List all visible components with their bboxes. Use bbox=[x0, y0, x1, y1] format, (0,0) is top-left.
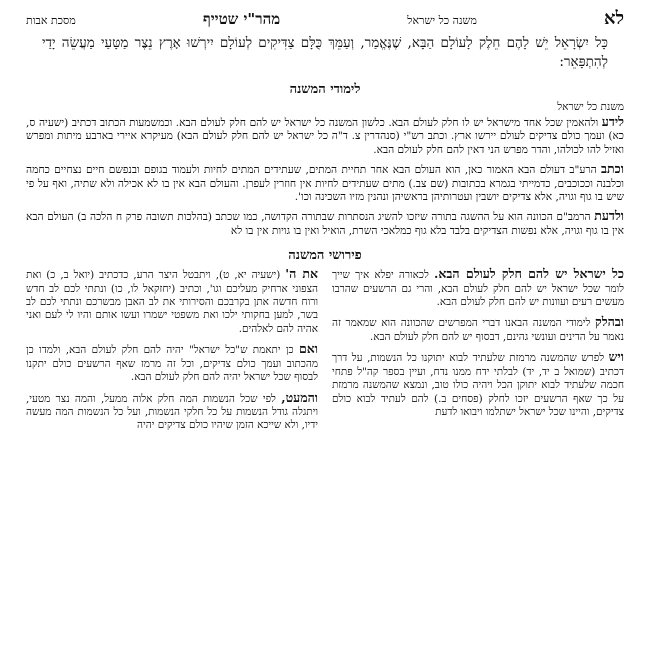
commentary-paragraph bbox=[332, 267, 624, 309]
mishnah-text: כָּל יִשְׂרָאֵל יֵשׁ לָהֶם חֵלֶק לָעוֹלָם הַבָּא, שֶׁנֶּאֱמַר, וְעַמֵּךְ כֻּלָּם צַדִּיקִים לְעוֹלָם יִירְשׁוּ אָרֶץ נֵצֶר מַטָּעַי מַעֲשֵׂה יָדַי לְהִתְפָּאֵר: bbox=[42, 35, 608, 70]
commentary-paragraph bbox=[332, 350, 624, 419]
paragraph-text: לימודי המשנה הבאנו דברי המפרשים שהכוונה הוא שמאמר זה נאמר על הדינים ועונשי גהינם, דבסוף יש להם חלק לעולם הבא. bbox=[332, 317, 624, 343]
lead-word: כל ישראל יש להם חלק לעולם הבא. bbox=[434, 266, 624, 282]
paragraph-text: כן יתאמת ש"כל ישראל" יהיה להם חלק לעולם הבא, ולמדו כן מהכתוב ועמך כולם צדיקים, וכל זה מרמז שאף הרשעים כולם יתקנו לבסוף שכל ישראל יהיה להם חלק לעולם הבא. bbox=[26, 344, 318, 384]
paragraph-text: לפרש שהמשנה מרמזת שלעתיד לבוא יתוקנו כל הנשמות, על דרך דכתיב (שמואל ב יד, יד) לבלתי ידח ממנו נדח, ועיין בספר קה"ל פתחי חכמה שלעתיד לבוא יתוקן הכל ויהיה כולו טוב, ונמצא שהמשנה מרמזת על כך שאף הרשעים יזכו לחלק (פסחים ב.) להם לעתיד לבוא כולם צדיקים, והיינו שכל ישראל ישתלמו ויבואו לדעת bbox=[332, 352, 624, 418]
lead-word: והמעט, bbox=[281, 389, 318, 405]
lead-word: ולדעת bbox=[594, 208, 624, 224]
section-title-perushei: פירושי המשנה bbox=[288, 248, 362, 264]
header-tractate: מסכת אבות bbox=[26, 14, 76, 27]
paragraph-text: הרע"ב דעולם הבא האמור כאן, הוא העולם הבא אחר תחיית המתים, שעתידים המתים לחיות ולעמוד בגופם ובנפשם חיים נצחיים כחמה וכלבנה וככוכבים, כדמייתי בגמרא בכתובות (שם צב.) מתים שעתידים לחיות אין חוזרין לעפרן. והעולם הבא אין בו לא אכילה ולא שתיה, ואף על פי שיש בו גוף וגויה, אלא צדיקים יושבין ועטרותיהן בראשיהן ונהנין מזיו השכינה וכו'. bbox=[26, 164, 624, 204]
header-author: מהר"י שטייף bbox=[202, 10, 281, 28]
folio-number: לא bbox=[604, 8, 624, 29]
paragraph-text: הרמב"ם הכוונה הוא על ההשגה בתורה שיזכו להשיג הנסתרות שבתורה הקדושה, כמו שכתב (בהלכות תשובה פרק ח הלכה ב) העולם הבא אין בו גוף וגויה, אלא נפשות הצדיקים בלבד בלא גוף כמלאכי השרת, הואיל ואין בו גויות אין בו לא bbox=[26, 211, 624, 237]
sub-label: משנת כל ישראל bbox=[557, 101, 624, 113]
limudei-paragraph-3 bbox=[26, 209, 624, 238]
lead-word: את ה' bbox=[285, 266, 318, 282]
paragraph-text: ולהאמין שכל אחד מישראל יש לו חלק לעולם הבא. כלשון המשנה כל ישראל יש להם חלק לעולם הבא. וכמשמעות הכתוב דכתיב (ישעיה ס, כא) ועמך כולם צדיקים לעולם יירשו ארץ. וכתב רש"י (סנהדרין צ. ד"ה כל ישראל יש להם חלק לעולם הבא) מעיקרא איירי בארבע מיתות ומפרש ואזיל להו לכולהו, והדר מפרש הני דאין להם חלק לעולם הבא. bbox=[26, 117, 624, 156]
lead-word: וכתב bbox=[601, 161, 624, 177]
commentary-left-column bbox=[26, 267, 318, 438]
commentary-paragraph bbox=[26, 342, 318, 384]
paragraph-text: לפי שכל הנשמות המה חלק אלוה ממעל, והמה נצר מטעי, ויתגלה גודל הנשמות על כל חלקי הנשמות, ועל כל הנשמות המה מעשה ידיו, ולא שייכא הזמן שיהיו כולם צדיקים יהיה bbox=[26, 392, 318, 432]
paragraph-text: לכאורה יפלא איך שייך לומר שכל ישראל יש להם חלק לעולם הבא, והרי גם הרשעים שהרבו מעשים רעים ועוונות יש להם חלק לעולם הבא. bbox=[332, 269, 624, 309]
paragraph-text: (ישעיה יא, ט), ויתבטל היצר הרע, כדכתיב (יואל ב, כ) ואת הצפוני ארחיק מעליכם וגו', וכתיב (יחזקאל לו, כו) ונתתי לכם לב חדש ורוח חדשה אתן בקרבכם והסירותי את לב האבן מבשרכם ונתתי לכם לב בשר, למען בחקותי ילכו ואת משפטי ישמרו ועשו אותם והיו לי לעם ואני אהיה להם לאלהים. bbox=[26, 269, 318, 335]
limudei-paragraph-2 bbox=[26, 162, 624, 204]
lead-word: לידע bbox=[601, 114, 624, 129]
commentary-columns bbox=[26, 267, 624, 438]
commentary-paragraph bbox=[332, 315, 624, 344]
lead-word: ובהלק bbox=[595, 314, 624, 330]
limudei-paragraph-1 bbox=[26, 115, 624, 157]
lead-word: ויש bbox=[608, 349, 624, 365]
commentary-paragraph bbox=[26, 267, 318, 336]
commentary-paragraph bbox=[26, 391, 318, 433]
section-title-limudei: לימודי המשנה bbox=[289, 82, 361, 97]
header-section: משנה כל ישראל bbox=[407, 14, 477, 27]
commentary-right-column bbox=[332, 267, 624, 438]
lead-word: ואם bbox=[298, 341, 318, 357]
running-header bbox=[26, 8, 624, 28]
